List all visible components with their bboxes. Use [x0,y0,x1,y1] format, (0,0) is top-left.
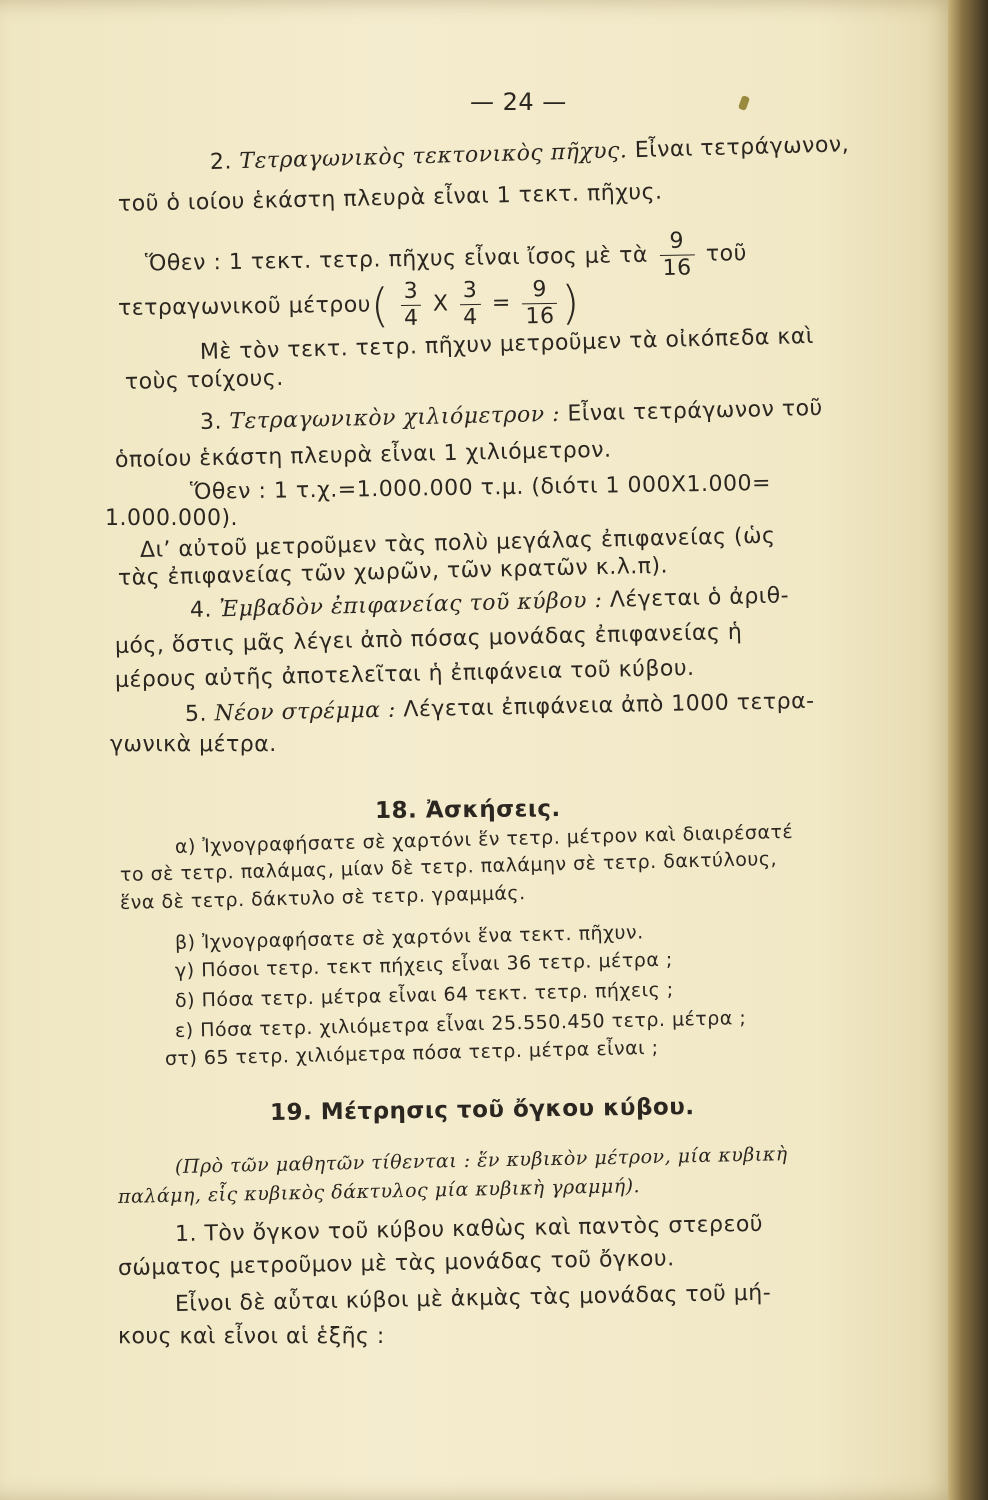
p4-line1-text: Λέγεται ὁ ἀριθ- [609,583,790,613]
note-line2: παλάμη, εἷς κυβικὸς δάκτυλος μία κυβικὴ γραμμή). [117,1175,641,1208]
p3-line3: Ὅθεν : 1 τ.χ.=1.000.000 τ.μ. (διότι 1 000X1.000= [189,470,772,505]
p2-line3-text: Ὅθεν : 1 τεκτ. τετρ. πῆχυς εἶναι ἴσος μὲ τὰ [144,242,649,277]
p3-line1 [200,396,823,435]
p5-number: 5. [184,701,208,727]
p3-line4: 1.000.000). [105,506,239,531]
p3-title: Τετραγωνικὸν χιλιόμετρον : [229,401,561,435]
fraction-9-16: $\frac{9}{16}$ [659,230,695,280]
p2-line6: τοὺς τοίχους. [124,365,285,395]
p2-number: 2. [209,149,233,175]
section-19-heading: 19. Μέτρησις τοῦ ὄγκου κύβου. [269,1094,695,1126]
p3-line6: τὰς ἐπιφανείας τῶν χωρῶν, τῶν κρατῶν κ.λ.π). [117,553,669,591]
p2-line5: Μὲ τὸν τεκτ. τετρ. πῆχυν μετροῦμεν τὰ οἰκόπεδα καὶ [199,323,815,365]
p19-line3: Εἶνοι δὲ αὗται κύβοι μὲ ἀκμὰς τὰς μονάδας τοῦ μή- [174,1280,772,1317]
p2-line3-tail: τοῦ [705,240,748,267]
ex-b: β) Ἰχνογραφήσατε σὲ χαρτόνι ἕνα τεκτ. πῆχυν. [174,921,644,954]
ink-mark [738,95,750,111]
page-number: — 24 — [470,88,567,116]
p3-line1-text: Εἶναι τετράγωνον τοῦ [567,395,824,427]
ex-a-line2: το σὲ τετρ. παλάμας, μίαν δὲ τετρ. παλάμην σὲ τετρ. δακτύλους, [119,847,778,886]
section-18-heading: 18. Ἀσκήσεις. [374,796,561,824]
p4-line3: μέρους αὐτῆς ἀποτελεῖται ἡ ἐπιφάνεια τοῦ κύβου. [114,655,695,693]
p5-line1 [185,689,815,727]
p4-title: Ἐμβαδὸν ἐπιφανείας τοῦ κύβου : [219,587,603,623]
ex-c: γ) Πόσοι τετρ. τεκτ πήχεις εἶναι 36 τετρ. μέτρα ; [174,948,674,982]
ex-e: ε) Πόσα τετρ. χιλιόμετρα εἶναι 25.550.450 τετρ. μέτρα ; [174,1007,747,1042]
note-line1: (Πρὸ τῶν μαθητῶν τίθενται : ἕν κυβικὸν μέτρον, μία κυβικὴ [174,1143,788,1178]
p2-title: Τετραγωνικὸς τεκτονικὸς πῆχυς. [239,138,628,175]
p19-line1: 1. Τὸν ὄγκον τοῦ κύβου καθὼς καὶ παντὸς στερεοῦ [174,1211,764,1247]
equals-sign: = [491,290,512,316]
p5-title: Νέον στρέμμα : [214,697,397,727]
ex-a-line3: ἕνα δὲ τετρ. δάκτυλο σὲ τετρ. γραμμάς. [119,882,526,914]
p2-formula: τετραγωνικοῦ μέτρου( $\frac{3}{4}$ X $\frac{3}{4}$ = $\frac{9}{16}$ ) [117,275,581,333]
p4-number: 4. [189,597,213,623]
ex-d: δ) Πόσα τετρ. μέτρα εἶναι 64 τεκτ. τετρ. πήχεις ; [174,978,674,1012]
p3-line2: ὁποίου ἑκάστη πλευρὰ εἶναι 1 χιλιόμετρον. [114,437,612,473]
p2-line1 [210,132,850,175]
p4-line1 [190,583,790,623]
formula-label: τετραγωνικοῦ μέτρου [117,292,372,321]
p5-line1-text: Λέγεται ἐπιφάνεια ἀπὸ 1000 τετρα- [403,688,815,723]
p4-line2: μός, ὅστις μᾶς λέγει ἀπὸ πόσας μονάδας ἐπιφανείας ἡ [114,619,743,659]
p3-line5: Δι’ αὐτοῦ μετροῦμεν τὰς πολὺ μεγάλας ἐπιφανείας (ὡς [139,523,776,563]
p19-line4: κους καὶ εἶνοι αἱ ἑξῆς : [118,1324,385,1349]
book-spine [948,0,988,1500]
p19-line2: σώματος μετροῦμον μὲ τὰς μονάδας τοῦ ὄγκου. [117,1246,675,1281]
p2-line2: τοῦ ὁ ιοίου ἑκάστη πλευρὰ εἶναι 1 τεκτ. πῆχυς. [117,179,663,217]
fraction-a: $\frac{3}{4}$ [401,280,422,329]
fraction-c: $\frac{9}{16}$ [522,278,558,327]
p3-number: 3. [199,409,223,435]
times-sign: X [432,291,449,317]
fraction-b: $\frac{3}{4}$ [460,279,481,328]
ex-st: στ) 65 τετρ. χιλιόμετρα πόσα τετρ. μέτρα εἶναι ; [164,1036,659,1070]
ex-a-line1: α) Ἰχνογραφήσατε σὲ χαρτόνι ἕν τετρ. μέτρον καὶ διαιρέσατέ [174,820,794,858]
p5-line2: γωνικὰ μέτρα. [110,732,277,757]
p2-line1-text: Εἶναι τετράγωνον, [634,132,850,164]
